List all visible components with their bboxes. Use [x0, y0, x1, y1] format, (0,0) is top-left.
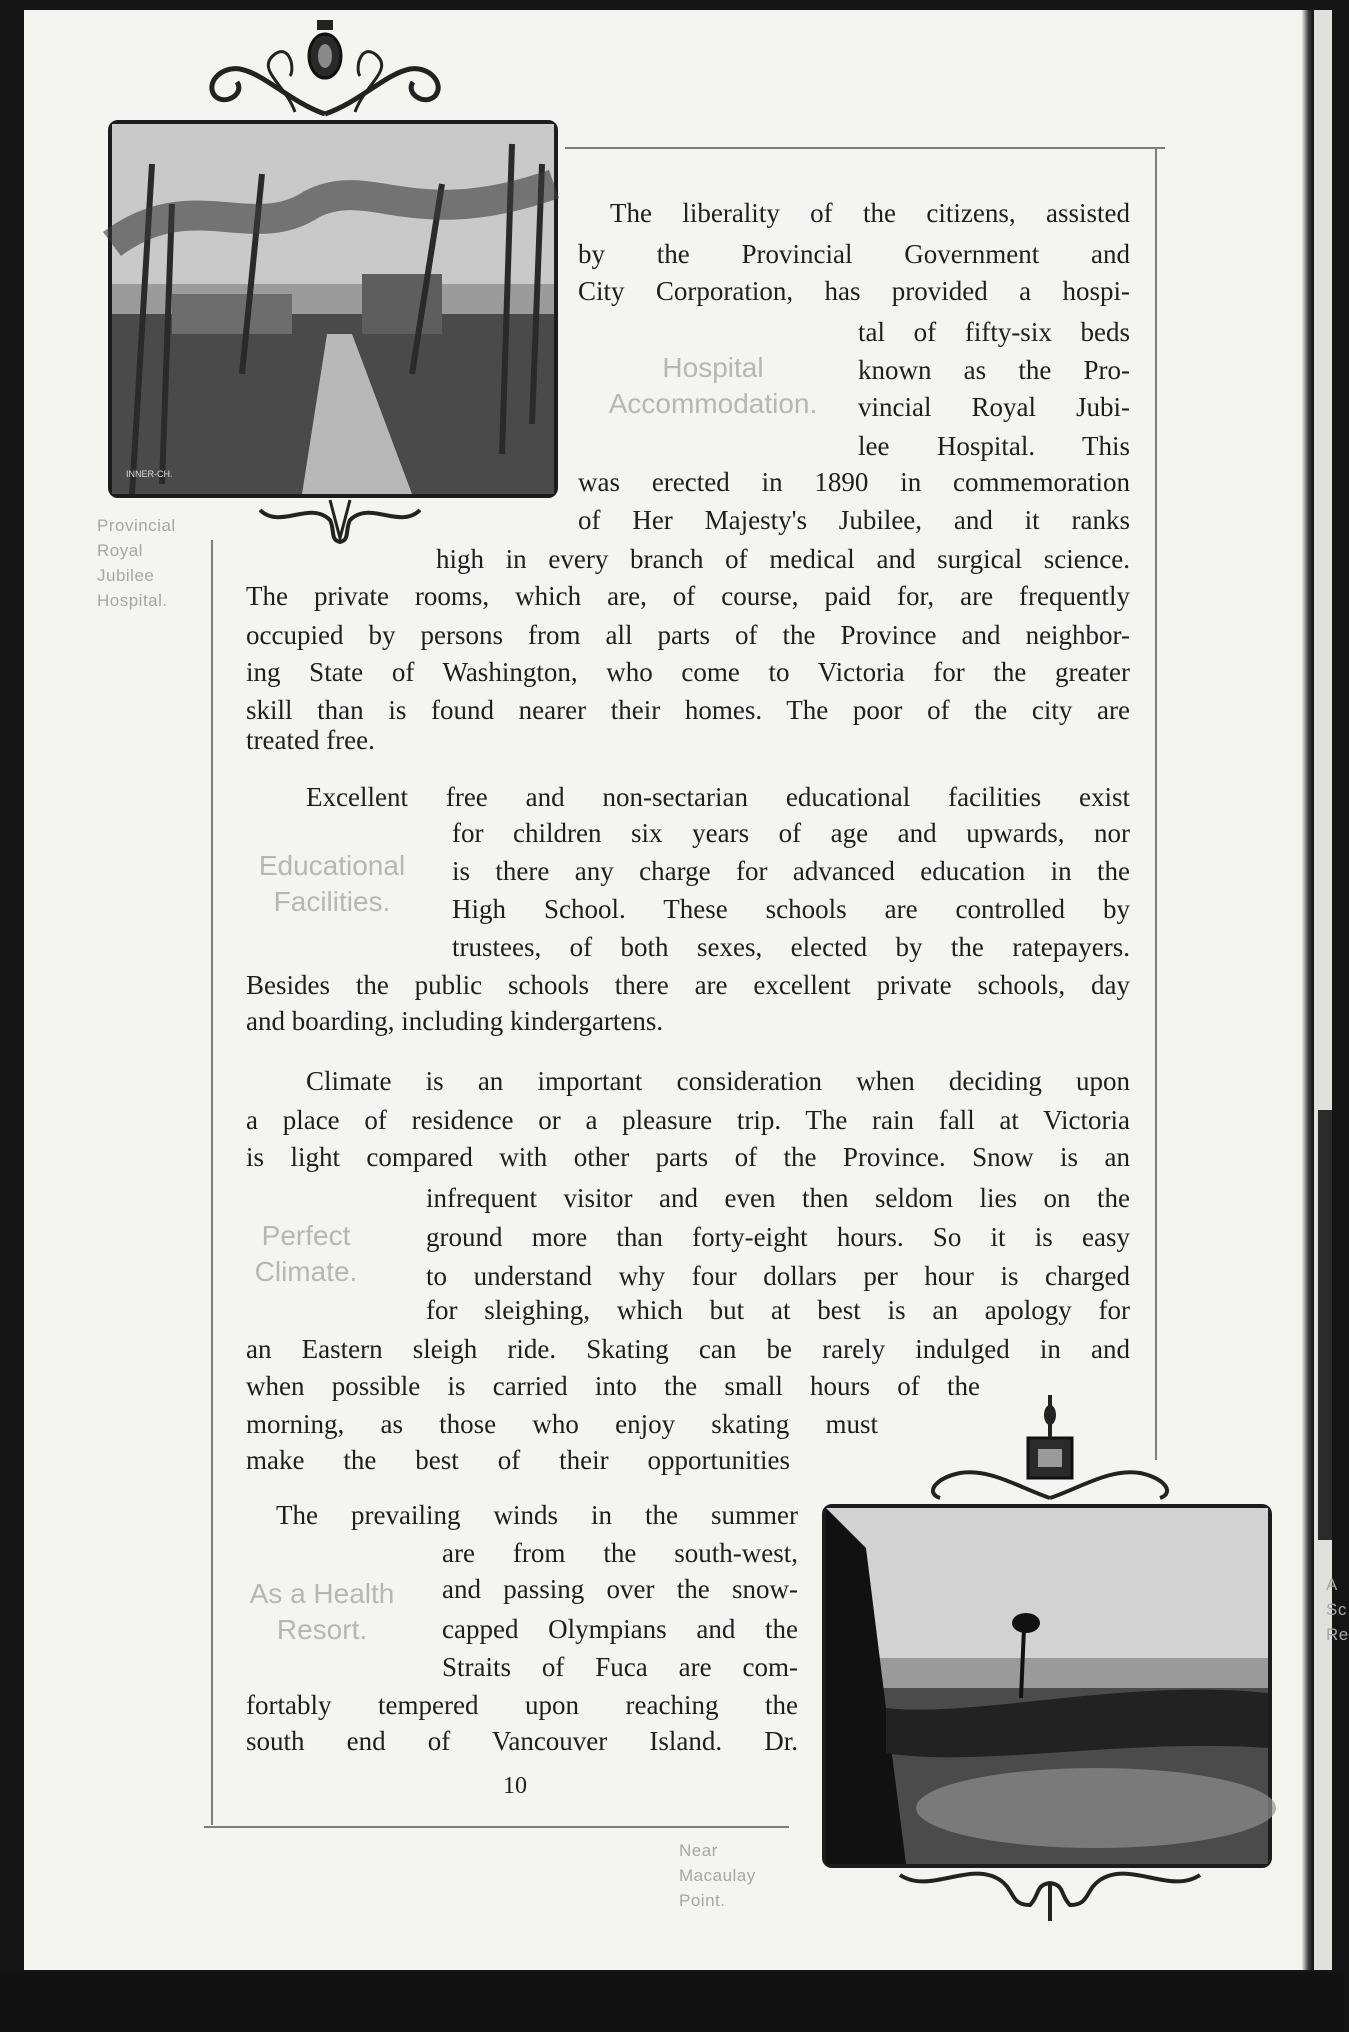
body-line: make the best of their opportunities	[246, 1445, 790, 1475]
body-line: Climate is an important consideration when deciding upon	[306, 1066, 1130, 1096]
body-line: skill than is found nearer their homes. The poor of the city are	[246, 695, 1130, 725]
body-line: Excellent free and non-sectarian educational facilities exist	[306, 782, 1130, 812]
body-line: tal of fifty-six beds	[858, 317, 1130, 347]
body-line: of Her Majesty's Jubilee, and it ranks	[578, 505, 1130, 535]
body-line: The prevailing winds in the summer	[276, 1500, 798, 1530]
body-line: for children six years of age and upwards, nor	[452, 818, 1130, 848]
hospital-photo	[108, 120, 558, 498]
body-line: The liberality of the citizens, assisted	[610, 198, 1130, 228]
body-line: is light compared with other parts of the Province. Snow is an	[246, 1142, 1130, 1172]
adjacent-page-edge	[1314, 10, 1332, 1970]
flourish-bottom-ornament	[250, 490, 430, 545]
crown-ornament	[900, 1393, 1200, 1508]
frame-rule-right	[1155, 147, 1157, 1460]
book-spine	[1302, 10, 1314, 1970]
hospital-photo-caption: Provincial Royal Jubilee Hospital.	[97, 516, 176, 610]
plate-mark: INNER-CH.	[126, 469, 173, 479]
sidehead-climate: Perfect Climate.	[254, 1220, 358, 1287]
body-line: infrequent visitor and even then seldom lies on the	[426, 1183, 1130, 1213]
sidehead-hospital: Hospital Accommodation.	[608, 352, 818, 419]
body-line: fortably tempered upon reaching the	[246, 1690, 798, 1720]
body-line: was erected in 1890 in commemoration	[578, 467, 1130, 497]
body-line: by the Provincial Government and	[578, 239, 1130, 269]
macaulay-photo-caption: Near Macaulay Point.	[679, 1841, 756, 1910]
body-line: high in every branch of medical and surgical science.	[436, 544, 1130, 574]
adjacent-page-photo	[1318, 1110, 1332, 1540]
body-line: to understand why four dollars per hour is charged	[426, 1261, 1130, 1291]
body-line: lee Hospital. This	[858, 431, 1130, 461]
page-number: 10	[503, 1773, 527, 1799]
body-line: capped Olympians and the	[442, 1614, 798, 1644]
scan-background	[0, 1972, 1344, 2032]
body-line: City Corporation, has provided a hospi-	[578, 276, 1130, 306]
body-line: is there any charge for advanced education in the	[452, 856, 1130, 886]
body-line: vincial Royal Jubi-	[858, 392, 1130, 422]
crest-ornament	[195, 14, 455, 124]
body-line: known as the Pro-	[858, 355, 1130, 385]
body-line: south end of Vancouver Island. Dr.	[246, 1726, 798, 1756]
body-line: a place of residence or a pleasure trip. The rain fall at Victoria	[246, 1105, 1130, 1135]
body-line: an Eastern sleigh ride. Skating can be rarely indulged in and	[246, 1334, 1130, 1364]
body-line: Besides the public schools there are excellent private schools, day	[246, 970, 1130, 1000]
body-line: The private rooms, which are, of course, paid for, are frequently	[246, 581, 1130, 611]
body-line: and boarding, including kindergartens.	[246, 1006, 664, 1036]
body-line: for sleighing, which but at best is an apology for	[426, 1295, 1130, 1325]
sidehead-health: As a Health Resort.	[249, 1578, 395, 1645]
body-line: and passing over the snow-	[442, 1574, 798, 1604]
body-line: occupied by persons from all parts of the Province and neighbor-	[246, 620, 1130, 650]
body-line: morning, as those who enjoy skating must	[246, 1409, 878, 1439]
body-line: treated free.	[246, 725, 375, 755]
frame-rule-left	[211, 540, 213, 1825]
body-line: High School. These schools are controlled by	[452, 894, 1130, 924]
body-line: trustees, of both sexes, elected by the ratepayers.	[452, 932, 1130, 962]
body-line: ground more than forty-eight hours. So it is easy	[426, 1222, 1130, 1252]
body-line: ing State of Washington, who come to Victoria for the greater	[246, 657, 1130, 687]
frame-rule-bottom	[204, 1826, 789, 1828]
flourish-bottom-ornament-2	[890, 1855, 1210, 1925]
sidehead-education: Educational Facilities.	[258, 850, 406, 917]
frame-rule-top	[565, 147, 1165, 149]
macaulay-point-photo	[822, 1504, 1272, 1868]
body-line: when possible is carried into the small hours of the	[246, 1371, 980, 1401]
body-line: are from the south-west,	[442, 1538, 798, 1568]
body-line: Straits of Fuca are com-	[442, 1652, 798, 1682]
adjacent-page-caption: A Sc Re	[1326, 1575, 1349, 1644]
